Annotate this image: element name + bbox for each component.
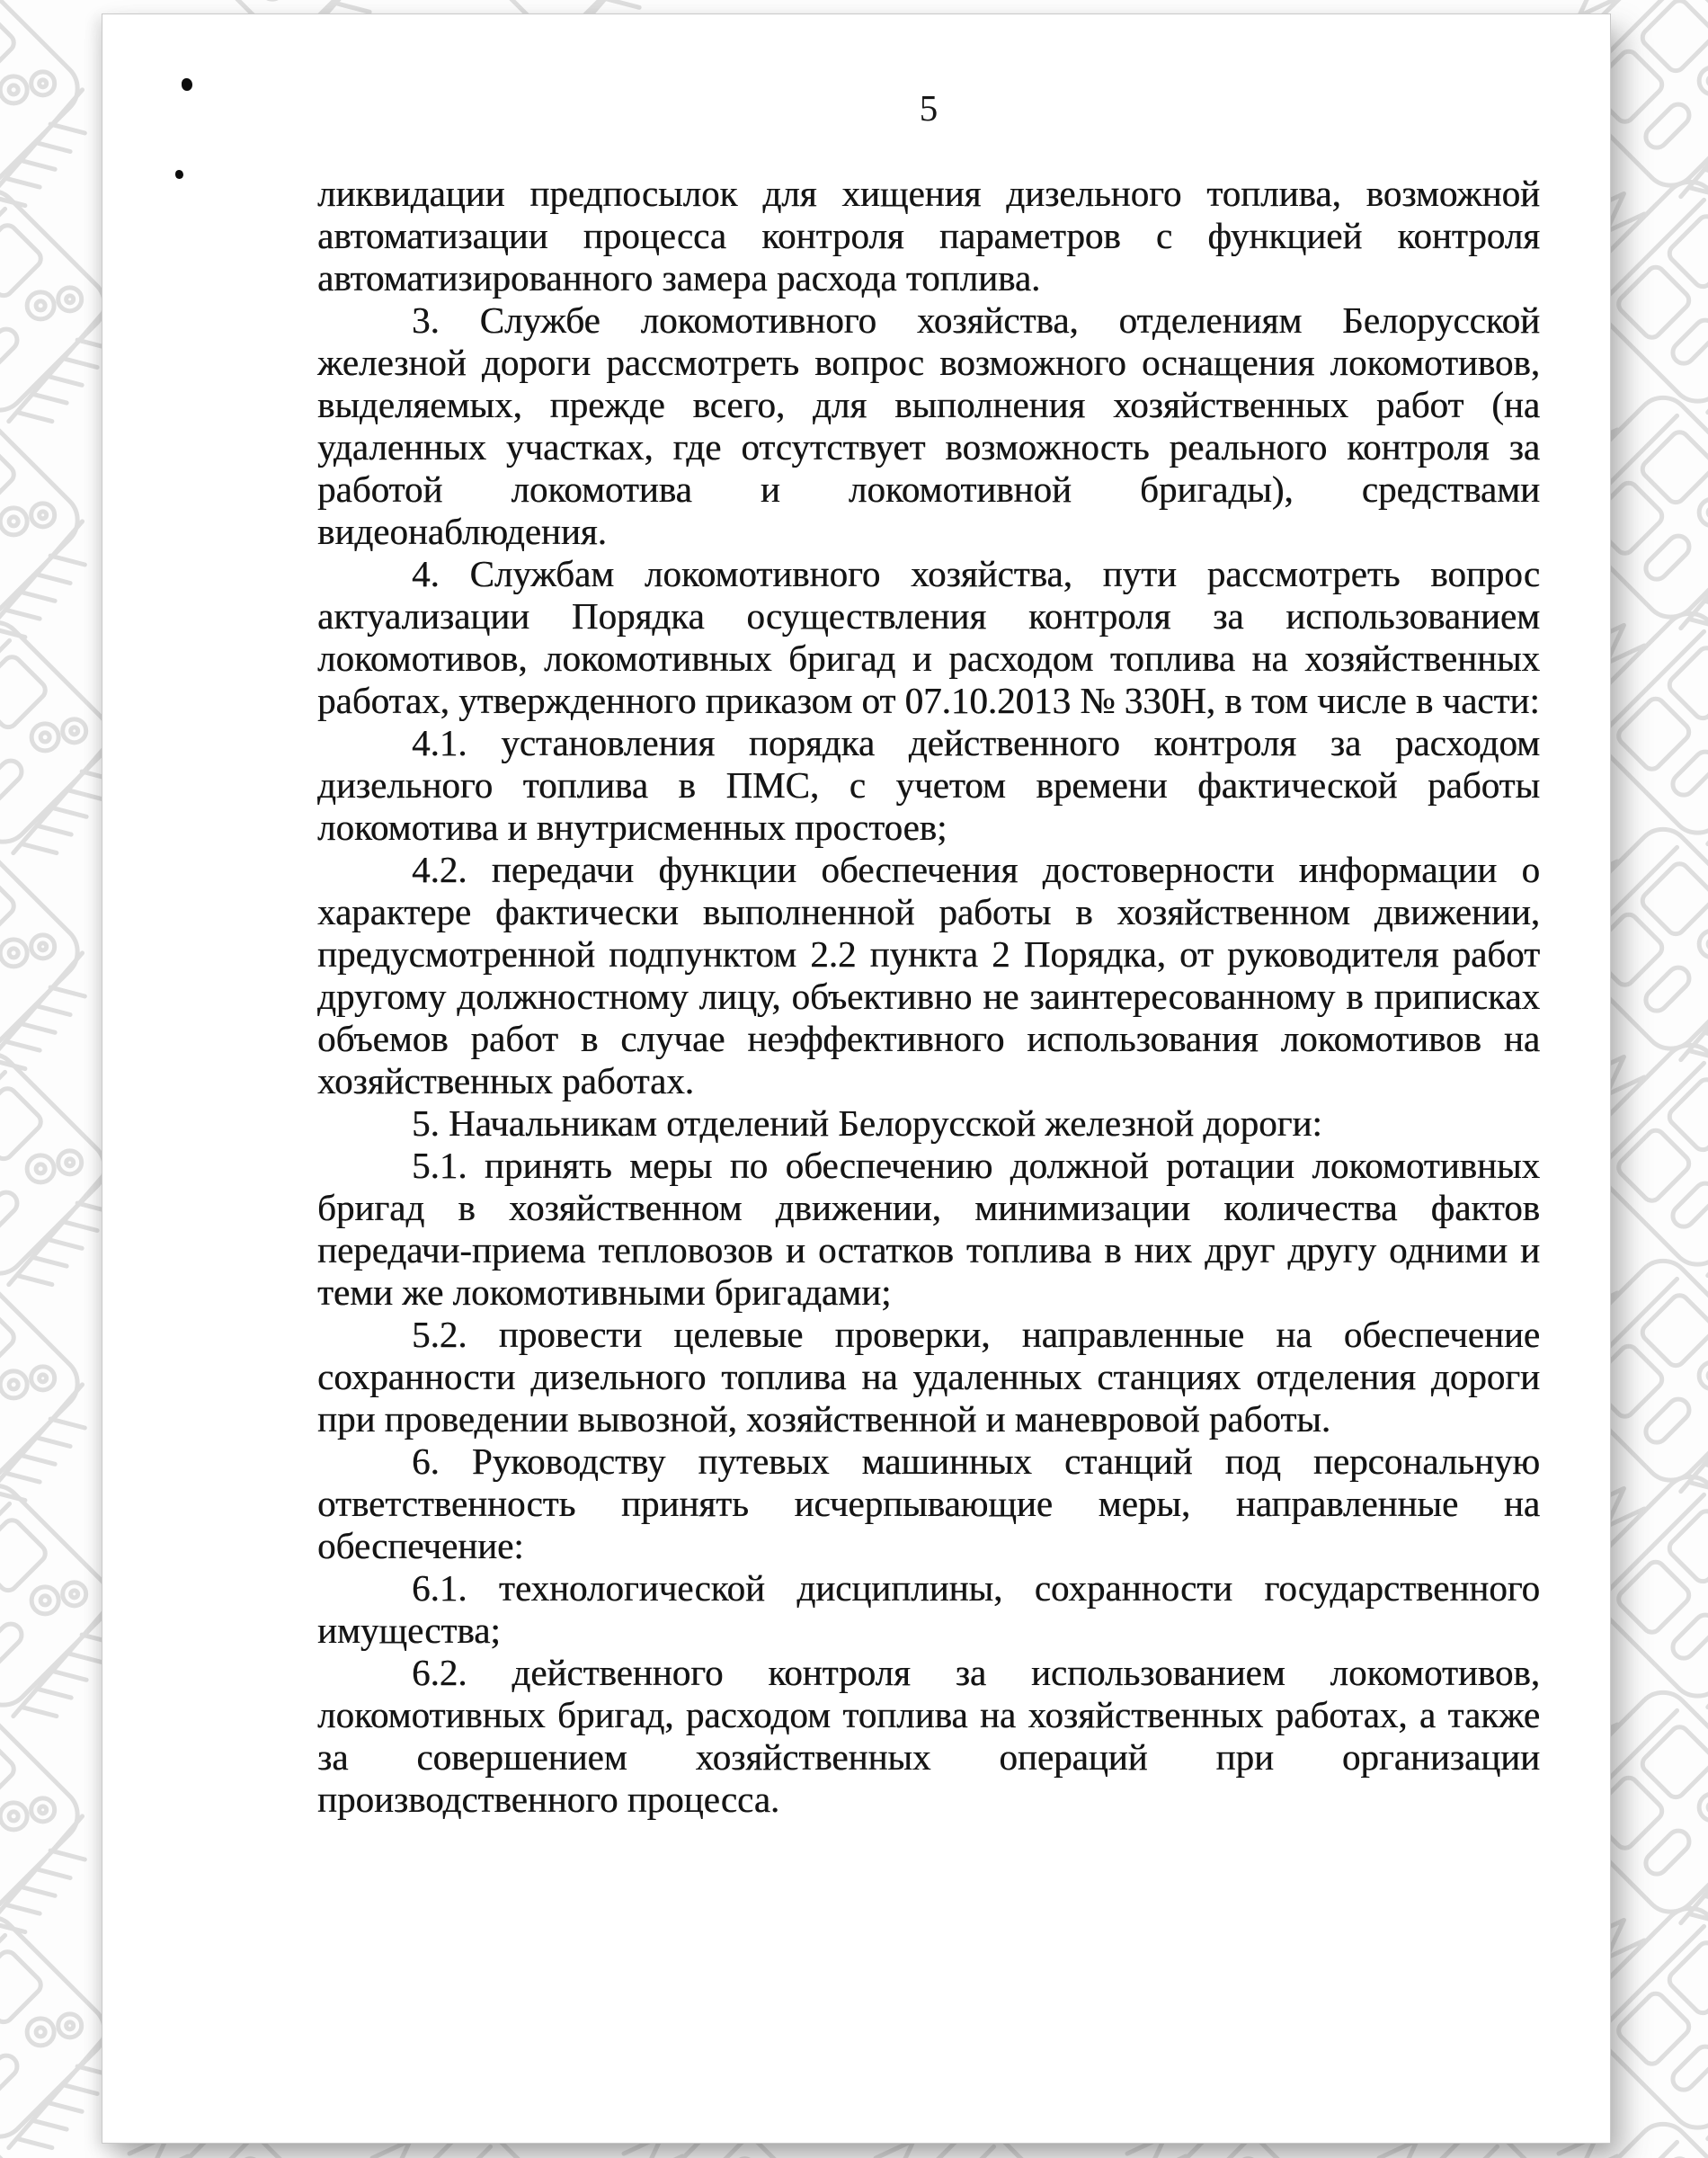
paragraph: 5. Начальникам отделений Белорусской железной дороги:	[412, 1102, 1322, 1144]
paragraph: 4. Службам локомотивного хозяйства, пути рассмотреть вопрос актуализации Порядка осуществления контроля за использованием локомотивов, локомотивных бригад и расходом топлива на хозяйственных работах, утвержденного приказом от 07.10.2013 № 330Н, в том числе в части:	[317, 553, 1540, 721]
paragraph: 4.2. передачи функции обеспечения достоверности информации о характере фактически выполненной работы в хозяйственном движении, предусмотренной подпунктом 2.2 пункта 2 Порядка, от руководителя работ другому должностному лицу, объективно не заинтересованному в приписках объемов работ в случае неэффективного использования локомотивов на хозяйственных работах.	[317, 849, 1540, 1101]
scanned-page	[102, 13, 1611, 2144]
paragraph: 6.1. технологической дисциплины, сохранности государственного имущества;	[317, 1567, 1540, 1651]
paragraph: 6. Руководству путевых машинных станций под персональную ответственность принять исчерпывающие меры, направленные на обеспечение:	[317, 1440, 1540, 1566]
page-number: 5	[919, 87, 939, 129]
document-body	[317, 173, 1540, 1821]
paragraph: 5.1. принять меры по обеспечению должной ротации локомотивных бригад в хозяйственном движении, минимизации количества фактов передачи-приема тепловозов и остатков топлива в них друг другу одними и теми же локомотивными бригадами;	[317, 1145, 1540, 1313]
paragraph: 5.2. провести целевые проверки, направленные на обеспечение сохранности дизельного топлива на удаленных станциях отделения дороги при проведении вывозной, хозяйственной и маневровой работы.	[317, 1314, 1540, 1440]
paragraph: 4.1. установления порядка действенного контроля за расходом дизельного топлива в ПМС, с учетом времени фактической работы локомотива и внутрисменных простоев;	[317, 722, 1540, 848]
paragraph: 6.2. действенного контроля за использованием локомотивов, локомотивных бригад, расходом топлива на хозяйственных работах, а также за совершением хозяйственных операций при организации производственного процесса.	[317, 1652, 1540, 1820]
ink-dot-icon	[182, 78, 192, 91]
paragraph: 3. Службе локомотивного хозяйства, отделениям Белорусской железной дороги рассмотреть вопрос возможного оснащения локомотивов, выделяемых, прежде всего, для выполнения хозяйственных работ (на удаленных участках, где отсутствует возможность реального контроля за работой локомотива и локомотивной бригады), средствами видеонаблюдения.	[317, 299, 1540, 552]
paragraph: ликвидации предпосылок для хищения дизельного топлива, возможной автоматизации процесса контроля параметров с функцией контроля автоматизированного замера расхода топлива.	[317, 173, 1540, 299]
ink-dot-icon	[175, 170, 183, 179]
